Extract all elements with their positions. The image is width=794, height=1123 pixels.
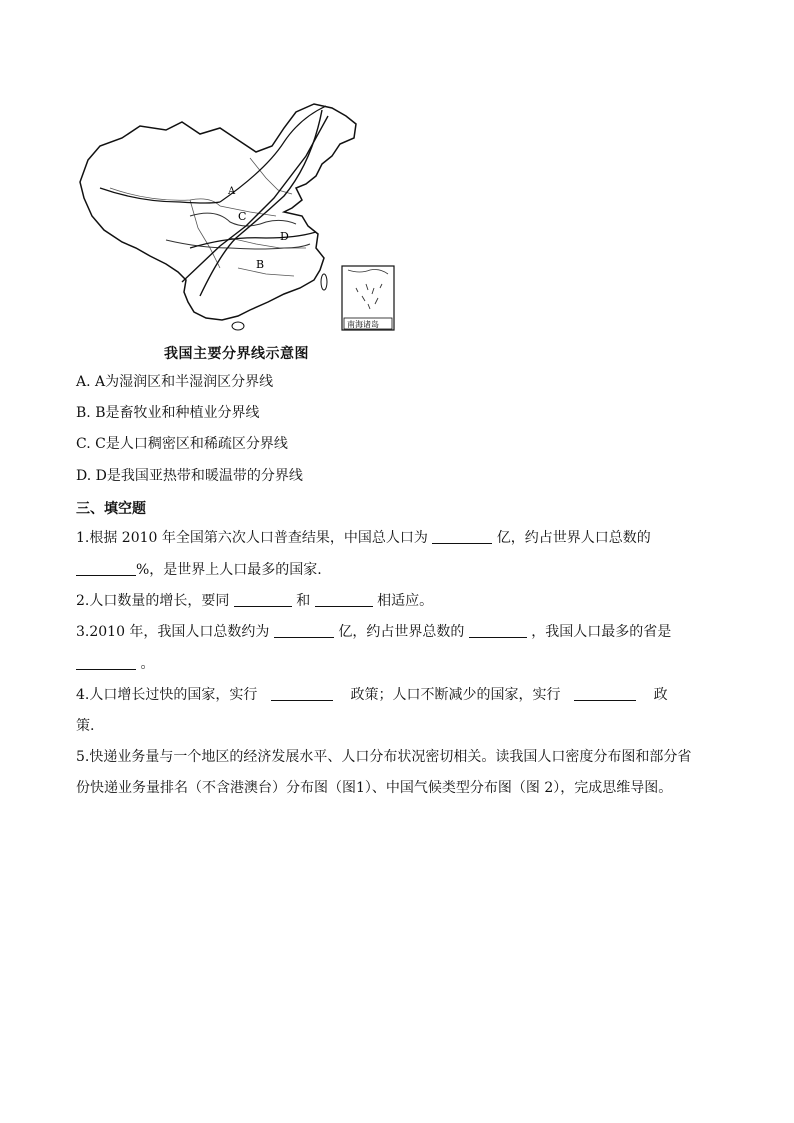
option-b: B. B是畜牧业和种植业分界线	[76, 405, 260, 421]
q3-blank-1[interactable]	[274, 623, 334, 638]
q1-blank-2[interactable]	[76, 561, 136, 576]
option-c: C. C是人口稠密区和稀疏区分界线	[76, 436, 288, 452]
q3-text-4: 。	[136, 656, 155, 672]
question-5-line-2: 份快递业务量排名（不含港澳台）分布图（图1）、中国气候类型分布图（图 2），完成思维导图。	[76, 780, 673, 796]
q1-text-2: 亿，约占世界人口总数的	[492, 530, 651, 546]
q3-text-2: 亿，约占世界总数的	[333, 624, 469, 640]
question-3-line-1	[76, 622, 671, 642]
question-4-line-1	[76, 685, 668, 705]
q4-text-3: 政	[635, 687, 668, 703]
q1-blank-1[interactable]	[432, 529, 492, 544]
question-4-line-2	[76, 716, 94, 736]
question-3-line-2	[76, 654, 154, 674]
map-label-d: D	[280, 230, 289, 243]
q1-text-3: %，是世界上人口最多的国家.	[136, 562, 322, 578]
q4-blank-2[interactable]	[574, 686, 636, 701]
question-1-line-1	[76, 528, 651, 548]
option-d: D. D是我国亚热带和暖温带的分界线	[76, 468, 303, 484]
q3-text-3: ，我国人口最多的省是	[526, 624, 672, 640]
inset-label: 南海诸岛	[347, 320, 379, 329]
question-5-line-1: 5.快递业务量与一个地区的经济发展水平、人口分布状况密切相关。读我国人口密度分布图和部分省	[76, 749, 692, 765]
option-a: A. A为湿润区和半湿润区分界线	[76, 374, 274, 390]
map-svg	[70, 98, 400, 334]
china-boundary-map	[70, 98, 400, 334]
q2-text-3: 相适应。	[372, 593, 434, 609]
q4-text-2: 政策；人口不断减少的国家，实行	[332, 687, 574, 703]
q2-text-1: 2.人口数量的增长，要同	[76, 593, 234, 609]
q4-blank-1[interactable]	[271, 686, 333, 701]
south-china-sea-inset	[342, 266, 394, 330]
q3-blank-2[interactable]	[469, 623, 527, 638]
q2-text-2: 和	[291, 593, 315, 609]
question-1-line-2	[76, 560, 322, 580]
map-label-c: C	[238, 210, 247, 223]
map-caption: 我国主要分界线示意图	[164, 346, 309, 362]
question-2	[76, 591, 433, 611]
q3-blank-3[interactable]	[76, 655, 136, 670]
q3-text-1: 3.2010 年，我国人口总数约为	[76, 624, 274, 640]
q2-blank-1[interactable]	[234, 592, 292, 607]
q2-blank-2[interactable]	[315, 592, 373, 607]
map-label-b: B	[256, 258, 265, 271]
china-outline	[80, 104, 356, 320]
map-label-a: A	[228, 186, 236, 197]
q4-text-1: 4.人口增长过快的国家，实行	[76, 687, 271, 703]
section-title: 三、填空题	[76, 501, 146, 517]
q1-text-1: 1.根据 2010 年全国第六次人口普查结果，中国总人口为	[76, 530, 433, 546]
q4-text-4: 策.	[76, 718, 95, 734]
boundary-line-a	[220, 106, 326, 202]
